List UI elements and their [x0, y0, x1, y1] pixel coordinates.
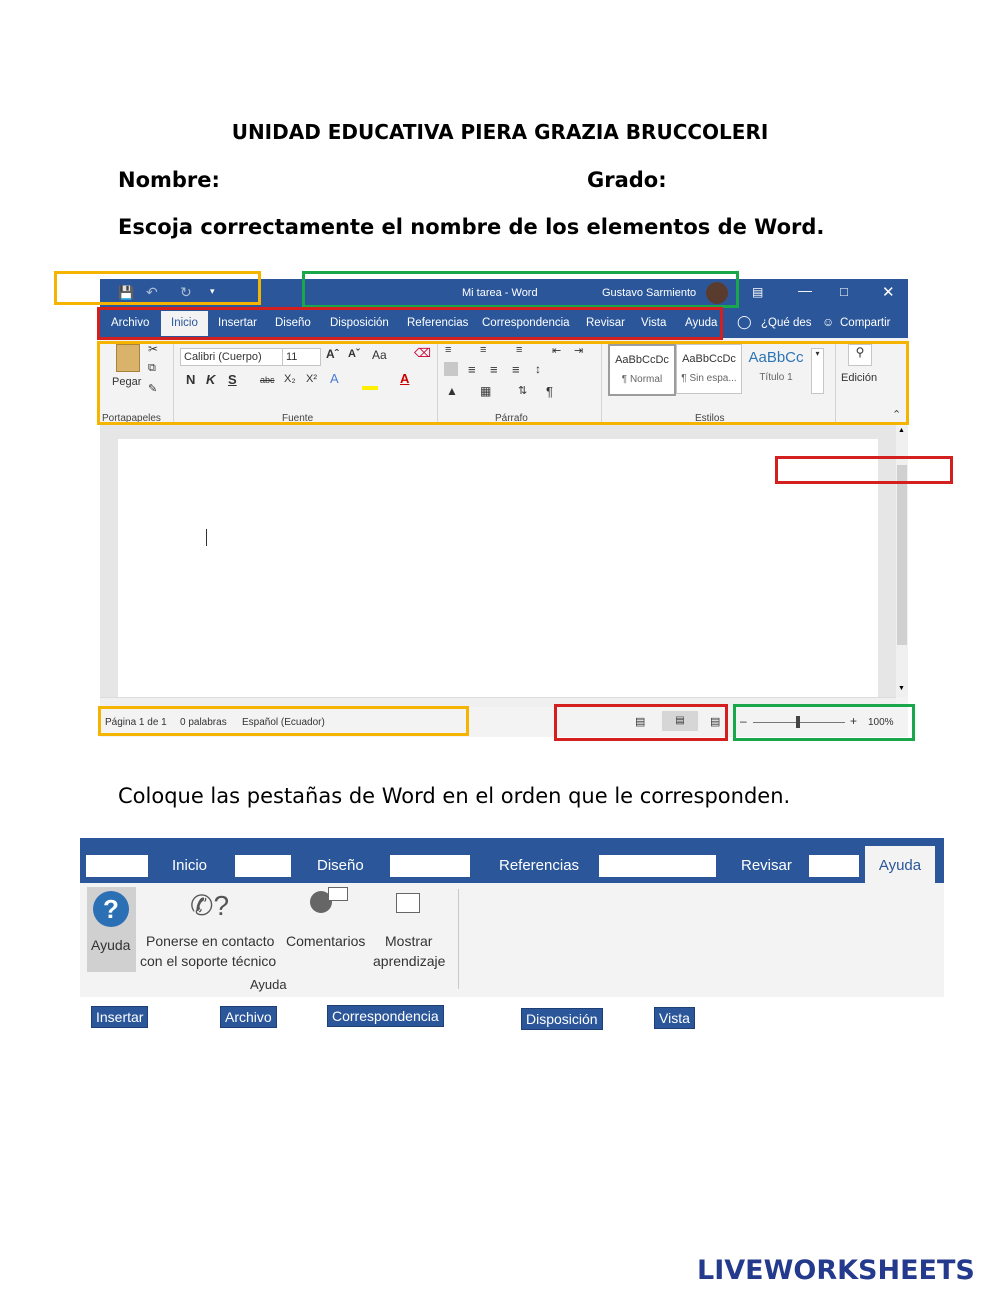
tab-ayuda-active: Ayuda	[865, 846, 935, 883]
italic-icon[interactable]: K	[206, 372, 216, 387]
show-training-label-2[interactable]: aprendizaje	[373, 953, 446, 969]
share-person-icon: ☺	[822, 315, 835, 329]
phone-question-icon: ✆?	[190, 890, 230, 921]
training-graduation-icon	[396, 893, 420, 913]
font-color-icon[interactable]: A	[400, 371, 410, 386]
grade-label: Grado:	[587, 168, 667, 192]
highlight-box[interactable]	[733, 704, 915, 741]
show-training-label-1[interactable]: Mostrar	[385, 933, 433, 949]
line-spacing-icon[interactable]: ↕	[535, 362, 541, 376]
tab-correspondencia[interactable]: Correspondencia	[482, 317, 570, 329]
help-button[interactable]	[87, 887, 136, 972]
highlight-box[interactable]	[54, 271, 261, 305]
blank-tab-slot[interactable]	[235, 855, 291, 877]
text-effects-icon[interactable]: A	[330, 371, 339, 386]
answer-correspondencia[interactable]: Correspondencia	[327, 1005, 444, 1027]
speech-bubble-icon	[328, 887, 348, 901]
styles-more-icon[interactable]: ▾	[811, 348, 824, 394]
save-icon[interactable]: 💾	[118, 285, 135, 300]
customize-qat-icon[interactable]: ▾	[210, 286, 215, 296]
bold-icon[interactable]: N	[186, 372, 196, 387]
tab-diseno[interactable]: Diseño	[275, 317, 311, 329]
shrink-font-icon[interactable]: Aˇ	[348, 348, 360, 360]
redo-icon[interactable]: ↻	[180, 284, 192, 300]
tab-insertar[interactable]: Insertar	[218, 317, 257, 329]
style-normal-sample: AaBbCcDc	[615, 354, 669, 366]
style-normal-label: ¶ Normal	[621, 374, 663, 385]
zoom-out-icon[interactable]: –	[740, 714, 747, 728]
style-no-spacing-label: ¶ Sin espa...	[681, 373, 737, 384]
highlight-box[interactable]	[775, 456, 953, 484]
group-styles-label: Estilos	[695, 413, 725, 424]
tab-archivo[interactable]: Archivo	[111, 317, 150, 329]
instruction-2: Coloque las pestañas de Word en el orden que le corresponden.	[118, 784, 791, 808]
user-name: Gustavo Sarmiento	[602, 287, 697, 299]
web-layout-icon[interactable]: ▤	[710, 716, 721, 728]
editing-button[interactable]: Edición	[841, 372, 878, 384]
change-case-button[interactable]: Aa	[372, 348, 387, 362]
style-no-spacing-sample: AaBbCcDc	[682, 353, 736, 365]
strikethrough-icon[interactable]: abc	[260, 375, 275, 385]
decrease-indent-icon[interactable]: ⇤	[552, 345, 562, 357]
font-size-select[interactable]: 11	[282, 348, 321, 366]
ribbon-display-icon[interactable]: ▤	[752, 285, 764, 299]
format-painter-icon[interactable]: ✎	[148, 383, 158, 395]
align-center-icon[interactable]: ≡	[468, 362, 476, 377]
read-mode-icon[interactable]: ▤	[635, 716, 646, 728]
style-heading-1-label: Título 1	[759, 372, 793, 383]
question-icon: ?	[93, 891, 129, 927]
name-label: Nombre:	[118, 168, 220, 192]
liveworksheets-logo: LIVEWORKSHEETS	[697, 1255, 975, 1286]
tab-revisar: Revisar	[741, 857, 792, 874]
tell-me-search[interactable]: ¿Qué des	[761, 317, 812, 329]
undo-icon[interactable]: ↶	[146, 284, 158, 300]
text-cursor	[206, 529, 207, 546]
tab-diseno: Diseño	[317, 857, 364, 874]
answer-vista[interactable]: Vista	[654, 1007, 695, 1029]
show-formatting-icon[interactable]: ¶	[546, 384, 553, 399]
school-title: UNIDAD EDUCATIVA PIERA GRAZIA BRUCCOLERI	[231, 120, 769, 144]
group-divider	[458, 889, 459, 989]
numbering-icon[interactable]: ≡	[480, 344, 487, 356]
grow-font-icon[interactable]: Aˆ	[326, 347, 339, 361]
highlight-box[interactable]	[98, 706, 469, 736]
borders-icon[interactable]: ▦	[480, 384, 492, 398]
help-ribbon-tabs	[80, 838, 944, 883]
highlight-box[interactable]	[97, 307, 723, 340]
scrollbar-thumb[interactable]	[897, 465, 907, 645]
multilevel-list-icon[interactable]: ≡	[516, 344, 523, 356]
highlight-box[interactable]	[97, 341, 909, 425]
scroll-up-icon[interactable]: ▲	[898, 427, 905, 434]
underline-icon[interactable]: S	[228, 372, 237, 387]
minimize-icon[interactable]: —	[798, 282, 812, 298]
instruction-1: Escoja correctamente el nombre de los elementos de Word.	[118, 215, 825, 239]
zoom-level[interactable]: 100%	[868, 717, 894, 728]
clear-formatting-icon[interactable]: ⌫	[414, 346, 431, 360]
style-heading-1-sample: AaBbCc	[748, 349, 804, 366]
paste-button[interactable]: Pegar	[112, 376, 142, 388]
tab-inicio[interactable]: Inicio	[161, 311, 208, 336]
close-icon[interactable]: ✕	[882, 284, 895, 301]
lightbulb-icon: ◯	[737, 314, 752, 329]
group-help-label: Ayuda	[250, 977, 287, 992]
justify-icon[interactable]: ≡	[512, 362, 520, 377]
font-name-select[interactable]: Calibri (Cuerpo)	[180, 348, 283, 366]
contact-support-label-1[interactable]: Ponerse en contacto	[146, 933, 275, 949]
blank-tab-slot[interactable]	[599, 855, 716, 877]
help-ribbon-pane	[80, 883, 944, 997]
tab-referencias: Referencias	[499, 857, 580, 874]
group-paragraph-label: Párrafo	[495, 413, 528, 424]
increase-indent-icon[interactable]: ⇥	[574, 345, 584, 357]
highlight-box[interactable]	[554, 704, 728, 741]
cut-icon[interactable]: ✂	[148, 342, 159, 356]
answer-archivo[interactable]: Archivo	[220, 1006, 277, 1028]
group-clipboard-label: Portapapeles	[102, 413, 161, 424]
tab-inicio: Inicio	[172, 857, 208, 874]
blank-tab-slot[interactable]	[390, 855, 470, 877]
share-button[interactable]: Compartir	[840, 317, 891, 329]
scroll-down-icon[interactable]: ▼	[898, 685, 905, 692]
language[interactable]: Español (Ecuador)	[242, 717, 325, 728]
sort-icon[interactable]: ⇅	[518, 385, 528, 397]
align-right-icon[interactable]: ≡	[490, 362, 498, 377]
blank-tab-slot[interactable]	[86, 855, 148, 877]
document-title: Mi tarea - Word	[462, 287, 538, 299]
shading-icon[interactable]: ▲	[446, 384, 458, 398]
highlight-box[interactable]	[302, 271, 739, 308]
tab-vista[interactable]: Vista	[641, 317, 667, 329]
contact-support-label-2[interactable]: con el soporte técnico	[140, 953, 277, 969]
tab-revisar[interactable]: Revisar	[586, 317, 625, 329]
superscript-icon[interactable]: X²	[306, 373, 317, 385]
group-font-label: Fuente	[282, 413, 314, 424]
word-count[interactable]: 0 palabras	[180, 717, 227, 728]
help-button-label: Ayuda	[91, 937, 131, 953]
answer-insertar[interactable]: Insertar	[91, 1006, 148, 1028]
bullets-icon[interactable]: ≡	[445, 344, 452, 356]
find-icon[interactable]: ⚲	[848, 344, 872, 366]
subscript-icon[interactable]: X₂	[284, 373, 296, 385]
tab-referencias[interactable]: Referencias	[407, 317, 469, 329]
blank-tab-slot[interactable]	[809, 855, 859, 877]
tab-disposicion[interactable]: Disposición	[330, 317, 389, 329]
document-page[interactable]	[118, 439, 878, 699]
tab-ayuda[interactable]: Ayuda	[685, 317, 718, 329]
copy-icon[interactable]: ⧉	[148, 362, 156, 374]
collapse-ribbon-icon[interactable]: ⌃	[892, 409, 902, 421]
feedback-label[interactable]: Comentarios	[286, 933, 366, 949]
zoom-in-icon[interactable]: +	[850, 714, 858, 728]
answer-disposicion[interactable]: Disposición	[521, 1008, 603, 1030]
print-layout-icon[interactable]: ▤	[662, 711, 698, 731]
maximize-icon[interactable]: □	[840, 284, 848, 299]
page-count[interactable]: Página 1 de 1	[105, 717, 167, 728]
